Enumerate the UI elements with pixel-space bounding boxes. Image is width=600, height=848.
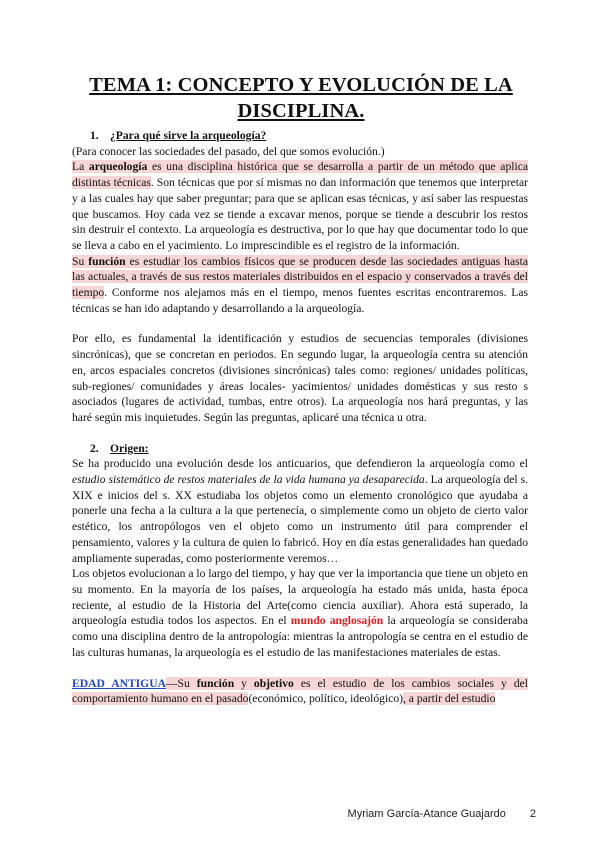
page-title: TEMA 1: CONCEPTO Y EVOLUCIÓN DE LA DISCIPLINA. [89, 74, 513, 122]
section-2-paragraph-3: EDAD ANTIGUA—Su función y objetivo es el estudio de los cambios sociales y del comportamiento humano en el pasado(económico, político, ideológico), a partir del estudio [72, 676, 528, 706]
page-footer [300, 808, 536, 820]
section-1-paragraph-3: Por ello, es fundamental la identificación y estudios de secuencias temporales (divisiones sincrónicas), que se concretan en periodos. En segundo lugar, la arqueología centra su atención en, arcos espaciales concretos (divisiones sincrónicas) tales como: regiones/ unidades políticas, sub-regiones/ comunidades y áreas locales- yacimientos/ unidades domésticas y sus resto s asociados (lugares de actividad, tumbas, entre otros). La arqueología nos hará preguntas, y las haré según mis inquietudes. Según las preguntas, aplicaré una técnica u otra. [72, 332, 528, 424]
highlight-text: Su función es estudiar los cambios físicos que se producen desde las sociedades antiguas hasta las actuales, a través de sus restos materiales distribuidos en el espacio y conservados a través del tiempo [72, 254, 528, 300]
section-1-heading [72, 128, 528, 144]
italic-definition: estudio sistemático de restos materiales de la vida humana ya desaparecida [72, 473, 425, 487]
section-2-number: 2. [90, 441, 99, 455]
document-body [72, 128, 528, 707]
section-1-paragraph-1: La arqueología es una disciplina histórica que se desarrolla a partir de un método que aplica distintas técnicas. Son técnicas que por sí mismas no dan información que tenemos que interpretar y a las cuales hay que saber preguntar; para que se aplican esas técnicas, y así saber las respuestas que buscamos. Hoy cada vez se tiende a excavar menos, porque se tiende a descubrir los restos sin destruir el contexto. La arqueología es destructiva, por lo que hay que documentar todo lo que se lleva a cabo en el yacimiento. Lo imprescindible es el registro de la información. [72, 160, 528, 252]
term-funcion: función [88, 254, 126, 268]
section-2-title: Origen: [110, 441, 149, 455]
term-funcion-2: función [196, 676, 235, 690]
term-arqueologia: arqueología [88, 160, 148, 174]
footer-author: Myriam García-Atance Guajardo [347, 808, 506, 820]
page-number: 2 [529, 808, 536, 820]
section-2-paragraph-1: Se ha producido una evolución desde los anticuarios, que defendieron la arqueología como el estudio sistemático de restos materiales de la vida humana ya desaparecida. La arqueología del s. XIX e inicios del s. XX estudiaba los objetos como un elemento cronológico que ayudaba a ponerle una fecha a la cultura a la que pertenecía, o simplemente como un objeto de cierto valor estético, los antropólogos ven el objeto como un instrumento útil para comprender el pensamiento, valores y la cultura de quien lo fabricó. Hoy en día estas generalidades han quedado ampliamente superadas, como posteriormente veremos… [72, 457, 528, 565]
section-1-title: ¿Para qué sirve la arqueología? [110, 129, 267, 142]
section-1-intro: (Para conocer las sociedades del pasado, del que somos evolución.) [72, 144, 385, 158]
term-mundo-anglosajon: mundo anglosajón [290, 614, 384, 628]
section-2-heading [72, 441, 528, 457]
highlight-text: , a partir del estudio [402, 692, 496, 706]
term-objetivo: objetivo [253, 676, 294, 690]
highlight-text: —Su función y objetivo es el estudio de los cambios sociales y del comportamiento humano en el pasado [72, 676, 528, 706]
section-1-number: 1. [90, 129, 99, 142]
edad-antigua-link[interactable]: EDAD ANTIGUA [72, 676, 166, 690]
section-1-paragraph-2: Su función es estudiar los cambios físicos que se producen desde las sociedades antiguas hasta las actuales, a través de sus restos materiales distribuidos en el espacio y conservados a través del tiempo. Conforme nos alejamos más en el tiempo, menos fuentes escritas encontraremos. Las técnicas se han ido adaptando y desarrollando a la arqueología. [72, 254, 528, 315]
highlight-text: La arqueología es una disciplina histórica que se desarrolla a partir de un método que aplica distintas técnicas [72, 160, 528, 190]
section-2-paragraph-2: Los objetos evolucionan a lo largo del tiempo, y hay que ver la importancia que tiene un objeto en su momento. En la mayoría de los países, la arqueología ha estado más unida, hasta época reciente, al estudio de la Historia del Arte(como ciencia auxiliar). Ahora está superado, la arqueología estudia todos los aspectos. En el mundo anglosajón la arqueología se consideraba como una disciplina dentro de la antropología: mientras la antropología se centra en el estudio de las culturas humanas, la arqueología es el estudio de las manifestaciones materiales de estas. [72, 567, 528, 659]
